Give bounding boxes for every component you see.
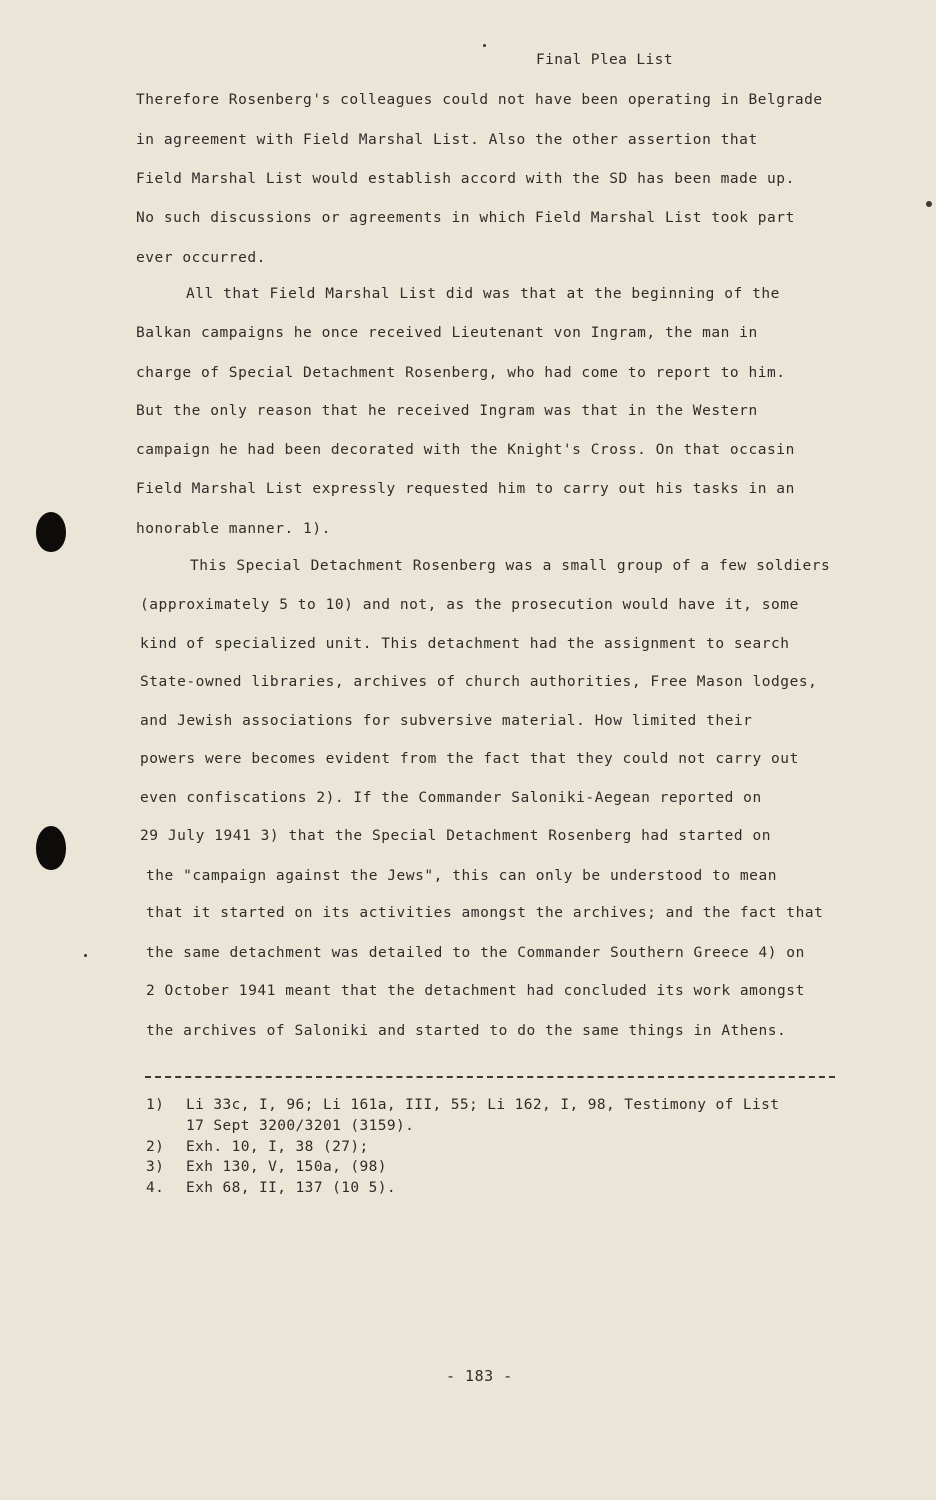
ink-speck [483,44,486,47]
footnote-number: 1) [146,1097,165,1113]
body-line: This Special Detachment Rosenberg was a small group of a few soldiers [190,558,831,574]
body-line: that it started on its activities amongst the archives; and the fact that [146,905,824,921]
footnote-text: Exh 130, V, 150a, (98) [186,1159,387,1175]
body-line: the same detachment was detailed to the Commander Southern Greece 4) on [146,945,805,961]
page-number: - 183 - [446,1367,513,1385]
body-line: Therefore Rosenberg's colleagues could not have been operating in Belgrade [136,92,823,108]
body-line: Field Marshal List expressly requested him to carry out his tasks in an [136,481,795,497]
footnote-divider [145,1076,835,1078]
body-line: No such discussions or agreements in which Field Marshal List took part [136,210,795,226]
body-line: the archives of Saloniki and started to do the same things in Athens. [146,1023,787,1039]
body-line: kind of specialized unit. This detachment had the assignment to search [140,636,790,652]
body-line: even confiscations 2). If the Commander Saloniki-Aegean reported on [140,790,762,806]
footnote-number: 3) [146,1159,165,1175]
body-line: charge of Special Detachment Rosenberg, who had come to report to him. [136,365,786,381]
punch-hole [36,512,66,552]
body-line: in agreement with Field Marshal List. Also the other assertion that [136,132,758,148]
body-line: and Jewish associations for subversive material. How limited their [140,713,753,729]
body-line: powers were becomes evident from the fact that they could not carry out [140,751,799,767]
body-line: All that Field Marshal List did was that at the beginning of the [186,286,780,302]
body-line: Balkan campaigns he once received Lieutenant von Ingram, the man in [136,325,758,341]
page-header: Final Plea List [536,52,673,68]
footnote-text: Exh 68, II, 137 (10 5). [186,1180,396,1196]
footnote [146,1139,369,1155]
body-line: Field Marshal List would establish accord with the SD has been made up. [136,171,795,187]
footnote [146,1159,387,1175]
footnote-text: Exh. 10, I, 38 (27); [186,1139,369,1155]
footnote [146,1097,779,1113]
ink-speck [926,201,932,207]
body-line: 29 July 1941 3) that the Special Detachment Rosenberg had started on [140,828,772,844]
footnote-number: 4. [146,1180,165,1196]
body-line: the "campaign against the Jews", this can only be understood to mean [146,868,778,884]
footnote-number: 2) [146,1139,165,1155]
body-line: campaign he had been decorated with the Knight's Cross. On that occasin [136,442,795,458]
punch-hole [36,826,66,870]
body-line: State-owned libraries, archives of church authorities, Free Mason lodges, [140,674,818,690]
body-line: honorable manner. 1). [136,521,331,537]
body-line: 2 October 1941 meant that the detachment had concluded its work amongst [146,983,805,999]
body-line: ever occurred. [136,250,266,266]
footnote-continuation: 17 Sept 3200/3201 (3159). [186,1118,415,1134]
body-line: But the only reason that he received Ingram was that in the Western [136,403,758,419]
footnote [146,1180,396,1196]
ink-speck [84,954,87,957]
footnote-text: Li 33c, I, 96; Li 161a, III, 55; Li 162, I, 98, Testimony of List [186,1097,780,1113]
body-line: (approximately 5 to 10) and not, as the prosecution would have it, some [140,597,799,613]
